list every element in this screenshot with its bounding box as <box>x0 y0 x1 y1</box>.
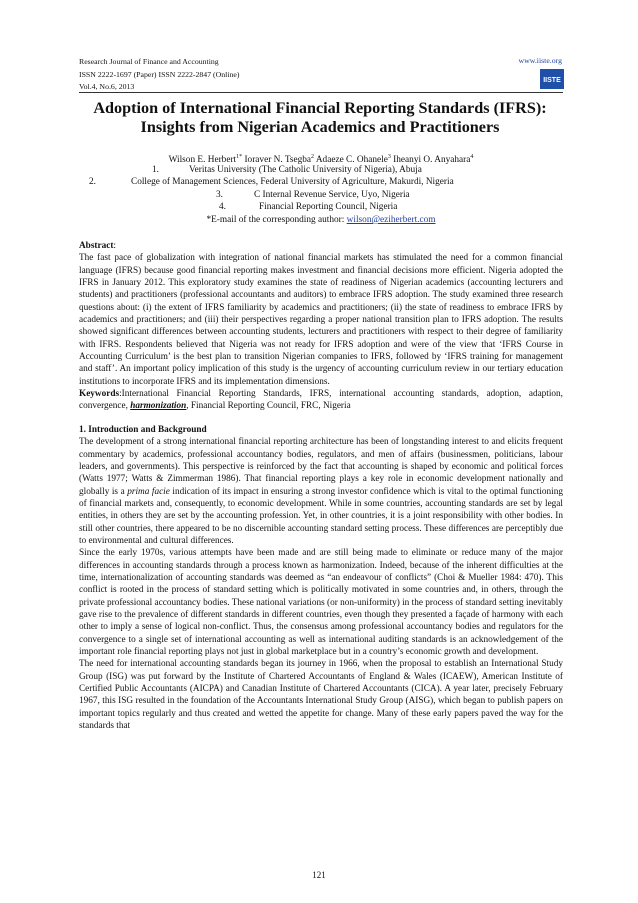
author-list <box>79 151 563 164</box>
keywords: Keywords:International Financial Reporting Standards, IFRS, international accounting standards, adoption, adaption, convergence, harmonization, Financial Reporting Council, FRC, Nigeria <box>79 389 563 412</box>
author-3: Adaeze C. Ohanele <box>314 155 388 166</box>
author-4: Iheanyi O. Anyahara <box>390 155 471 166</box>
paragraph-1: The development of a strong international financial reporting architecture has been of longstanding interest to and elicits frequent commentary by academics, professional accountancy bodies, regulators, and men of affairs (businessmen, politicians, labour leaders, and governments). This perspective is reinforced by the fact that accounting is shaped by economic and political forces (Watts 1977; Watts & Zimmerman 1986). That financial reporting plays a key role in economic development nationally and globally is a prima facie indication of its impact in ensuring a strong investor confidence which is vital to the optimal functioning of financial markets and, consequently, to economic development. While in some countries, accounting standards are set by legal entities, in others they are set by the accounting profession. Yet, in other countries, it is a joint responsibility with other bodies. In still other countries, there appeared to be no discernible accounting standard setting process. These differences are perceptibly due to environmental and cultural differences. <box>79 437 563 546</box>
author-2-sup: 2 <box>311 154 315 160</box>
iiste-logo-icon <box>540 69 564 89</box>
author-4-sup: 4 <box>470 154 474 160</box>
title-line-2: Insights from Nigerian Academics and Practitioners <box>140 118 500 136</box>
affiliation-3: 3. C Internal Revenue Service, Uyo, Nigeria <box>216 189 410 200</box>
journal-header <box>79 56 239 94</box>
paragraph-3: The need for international accounting standards began its journey in 1966, when the proposal to establish an International Study Group (ISG) was put forward by the Institute of Chartered Accountants of England & Wales (ICAEW), American Institute of Certified Public Accountants (AICPA) and Canadian Institute of Chartered Accountants (CICA). A year later, precisely February 1967, this ISG resulted in the foundation of the Accountants International Study Group (AISG), which began to publish papers on important topics regularly and thus created and wetted the appetite for change. Many of these early papers paved the way for the standards that <box>79 659 563 732</box>
abstract-heading-line: Abstract: <box>79 241 116 251</box>
page-number: 121 <box>312 870 326 880</box>
author-3-sup: 3 <box>387 154 391 160</box>
email-link[interactable]: wilson@eziherbert.com <box>346 214 436 225</box>
affiliation-4: 4. Financial Reporting Council, Nigeria <box>219 202 398 213</box>
author-block <box>79 151 563 227</box>
journal-website-link[interactable]: www.iiste.org <box>518 56 562 65</box>
affiliation-1: 1. Veritas University (The Catholic University of Nigeria), Abuja <box>152 164 422 175</box>
title-line-1: Adoption of International Financial Reporting Standards (IFRS): <box>93 99 547 117</box>
abstract-text: The fast pace of globalization with integration of national financial markets has stimulated the need for a common financial language (IFRS) because good financial reporting makes investment and financial decisions more efficient. Nigeria adopted the IFRS in January 2012. This exploratory study examines the state of readiness of Nigerian academics (accounting lecturers and students) and practitioners (professional accountants and auditors) to embrace IFRS adoption. The study examined three research questions about: (i) the extent of IFRS familiarity by academics and practitioners; (ii) the state of readiness to embrace IFRS by academics and practitioners; and (iii) their perspectives regarding a proper national transition plan to IFRS adoption. The results showed significant differences between accounting students, lecturers and practitioners with respect to their degree of familiarity with IFRS. Respondents believed that Nigeria was not ready for IFRS adoption and were of the view that ‘IFRS Course in Accounting Curriculum’ is the best plan to transition Nigerian companies to IFRS, followed by ‘IFRS training for management and staff’. An important policy implication of this study is the urgency of accounting curriculum review in our tertiary education institutions to incorporate IFRS and its implementation dimensions. <box>79 253 563 387</box>
author-2: Ioraver N. Tsegba <box>242 155 312 166</box>
section-heading: 1. Introduction and Background <box>79 424 207 435</box>
journal-volume: Vol.4, No.6, 2013 <box>79 82 135 91</box>
body-text <box>79 240 563 732</box>
svg-text:IISTE: IISTE <box>543 77 561 84</box>
journal-name: Research Journal of Finance and Accounting <box>79 57 219 66</box>
paper-title <box>70 99 570 137</box>
corresponding-email: *E-mail of the corresponding author: wilson@eziherbert.com <box>206 214 436 225</box>
journal-issn: ISSN 2222-1697 (Paper) ISSN 2222-2847 (Online) <box>79 69 240 79</box>
paragraph-2: Since the early 1970s, various attempts have been made and are still being made to eliminate or reduce many of the major differences in accounting standards through a process known as harmonization. Indeed, because of the inherent difficulties at the time, internationalization of accounting standards was deemed as “an endeavour of conflicts” (Choi & Mueller 1984: 470). This conflict is rooted in the process of standard setting which is politically motivated in some countries and, in others, through the private professional accountancy bodies. These national variations (or non-uniformity) in the process of standard setting inevitably gave rise to the prevalence of different standards in different countries, even though they presented a façade of harmony with each other to imply a sense of logical non-conflict. Thus, the consensus among professional accountancy bodies and regulators for the convergence to a single set of international accounting as well as international auditing standards is an acknowledgement of the important role financial reporting plays not just in global marketplace but in a country’s economic growth and development. <box>79 548 563 657</box>
author-1: Wilson E. Herbert <box>168 155 237 166</box>
author-1-sup: 1* <box>236 154 243 160</box>
header-rule <box>79 92 563 93</box>
affiliation-2: 2. College of Management Sciences, Federal University of Agriculture, Makurdi, Nigeria <box>89 177 454 188</box>
